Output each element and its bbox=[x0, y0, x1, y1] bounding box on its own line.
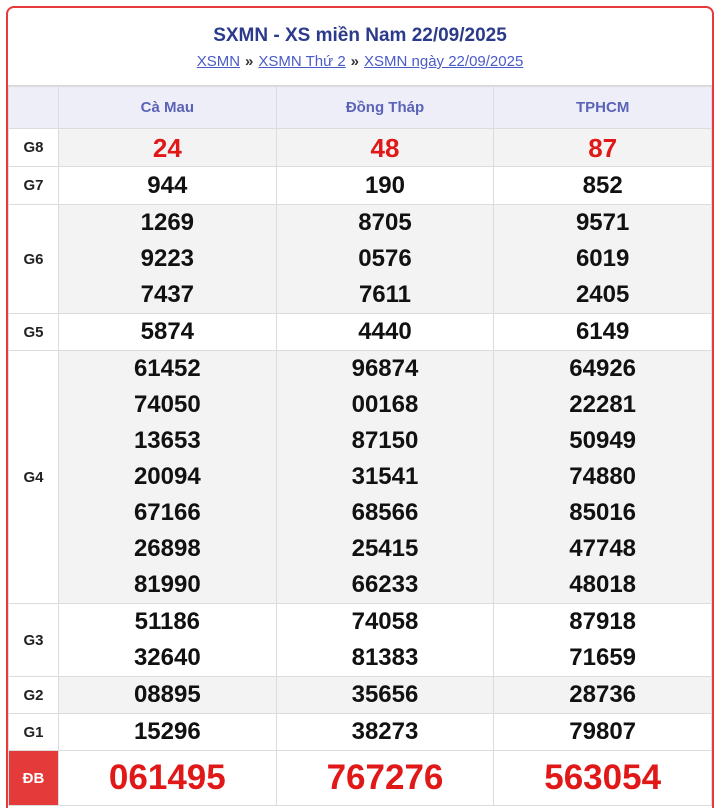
result-cell bbox=[494, 129, 712, 167]
result-cell bbox=[494, 351, 712, 604]
result-number: 50949 bbox=[569, 427, 637, 454]
result-number: 0576 bbox=[358, 245, 412, 272]
result-number: 6019 bbox=[575, 245, 630, 272]
result-number: 87 bbox=[588, 132, 618, 163]
result-number: 28736 bbox=[569, 681, 637, 708]
results-header bbox=[8, 8, 712, 86]
result-cell bbox=[494, 604, 712, 677]
result-number: 74058 bbox=[351, 608, 419, 635]
result-cell bbox=[494, 751, 712, 806]
breadcrumb bbox=[8, 52, 712, 72]
result-cell bbox=[494, 314, 712, 351]
result-cell bbox=[59, 167, 277, 205]
result-cell bbox=[276, 351, 494, 604]
province-header-ca-mau[interactable]: Cà Mau bbox=[59, 87, 277, 129]
result-number: 4440 bbox=[358, 318, 412, 345]
result-number: 67166 bbox=[133, 499, 201, 526]
province-header-dong-thap[interactable]: Đồng Tháp bbox=[276, 87, 494, 129]
breadcrumb-link-weekday[interactable]: XSMN Thứ 2 bbox=[258, 53, 346, 70]
result-number: 81383 bbox=[351, 644, 419, 671]
results-panel bbox=[6, 6, 714, 808]
breadcrumb-separator: » bbox=[350, 53, 360, 70]
result-number: 22281 bbox=[569, 391, 637, 418]
prize-label: G8 bbox=[9, 129, 59, 167]
result-number: 25415 bbox=[351, 535, 419, 562]
prize-row bbox=[9, 751, 712, 806]
result-number: 061495 bbox=[108, 758, 226, 797]
result-cell bbox=[276, 205, 494, 314]
result-cell bbox=[59, 604, 277, 677]
prize-row bbox=[9, 205, 712, 314]
result-number: 48018 bbox=[569, 571, 637, 598]
result-number: 31541 bbox=[351, 463, 419, 490]
result-number: 5874 bbox=[140, 318, 195, 345]
prize-row bbox=[9, 677, 712, 714]
prize-column-header bbox=[9, 87, 59, 129]
result-number: 71659 bbox=[569, 644, 637, 671]
breadcrumb-link-date[interactable]: XSMN ngày 22/09/2025 bbox=[364, 53, 524, 70]
result-number: 767276 bbox=[326, 758, 444, 797]
prize-row bbox=[9, 604, 712, 677]
province-header-tphcm[interactable]: TPHCM bbox=[494, 87, 712, 129]
result-number: 8705 bbox=[358, 209, 412, 236]
result-number: 7437 bbox=[140, 281, 195, 308]
result-cell bbox=[276, 167, 494, 205]
result-number: 96874 bbox=[351, 355, 419, 382]
prize-label: G5 bbox=[9, 314, 59, 351]
result-number: 190 bbox=[364, 171, 405, 199]
result-number: 87918 bbox=[569, 608, 637, 635]
result-number: 48 bbox=[370, 132, 400, 163]
result-number: 1269 bbox=[140, 209, 195, 236]
prize-row bbox=[9, 314, 712, 351]
result-number: 7611 bbox=[358, 281, 412, 308]
result-number: 79807 bbox=[569, 718, 637, 745]
prize-row bbox=[9, 129, 712, 167]
result-number: 852 bbox=[582, 171, 623, 199]
result-cell bbox=[276, 314, 494, 351]
result-number: 13653 bbox=[133, 427, 201, 454]
result-number: 68566 bbox=[351, 499, 419, 526]
result-number: 9223 bbox=[140, 245, 195, 272]
result-number: 64926 bbox=[569, 355, 637, 382]
result-number: 9571 bbox=[575, 209, 630, 236]
result-cell bbox=[59, 351, 277, 604]
breadcrumb-separator: » bbox=[245, 53, 254, 70]
result-cell bbox=[59, 751, 277, 806]
result-number: 38273 bbox=[351, 718, 419, 745]
result-cell bbox=[276, 604, 494, 677]
result-number: 26898 bbox=[133, 535, 201, 562]
result-cell bbox=[276, 677, 494, 714]
result-cell bbox=[276, 751, 494, 806]
result-cell bbox=[276, 714, 494, 751]
result-number: 00168 bbox=[351, 391, 419, 418]
result-number: 51186 bbox=[134, 608, 201, 635]
result-number: 15296 bbox=[133, 718, 201, 745]
prize-label: G2 bbox=[9, 677, 59, 714]
prize-row bbox=[9, 714, 712, 751]
prize-label: ĐB bbox=[9, 751, 59, 806]
result-number: 85016 bbox=[569, 499, 637, 526]
result-number: 74050 bbox=[133, 391, 201, 418]
result-number: 944 bbox=[147, 171, 188, 199]
prize-label: G1 bbox=[9, 714, 59, 751]
prize-row bbox=[9, 351, 712, 604]
result-number: 20094 bbox=[133, 463, 201, 490]
prize-label: G3 bbox=[9, 604, 59, 677]
result-number: 66233 bbox=[351, 571, 419, 598]
result-number: 87150 bbox=[351, 427, 419, 454]
result-number: 81990 bbox=[133, 571, 201, 598]
result-cell bbox=[276, 129, 494, 167]
result-number: 08895 bbox=[133, 681, 201, 708]
page-title: SXMN - XS miền Nam 22/09/2025 bbox=[213, 25, 507, 46]
breadcrumb-link-xsmn[interactable]: XSMN bbox=[196, 53, 241, 70]
result-cell bbox=[494, 167, 712, 205]
result-cell bbox=[494, 205, 712, 314]
result-cell bbox=[59, 205, 277, 314]
result-number: 2405 bbox=[575, 281, 630, 308]
result-cell bbox=[59, 677, 277, 714]
result-number: 24 bbox=[152, 132, 182, 163]
result-cell bbox=[59, 129, 277, 167]
result-cell bbox=[494, 677, 712, 714]
prize-label: G7 bbox=[9, 167, 59, 205]
result-number: 32640 bbox=[133, 644, 201, 671]
result-number: 47748 bbox=[569, 535, 637, 562]
result-cell bbox=[494, 714, 712, 751]
results-table bbox=[8, 86, 712, 806]
result-cell bbox=[59, 714, 277, 751]
prize-label: G6 bbox=[9, 205, 59, 314]
result-number: 74880 bbox=[569, 463, 637, 490]
result-number: 61452 bbox=[133, 355, 201, 382]
result-number: 6149 bbox=[575, 318, 630, 345]
result-number: 35656 bbox=[351, 681, 419, 708]
prize-row bbox=[9, 167, 712, 205]
result-number: 563054 bbox=[544, 758, 662, 797]
result-cell bbox=[59, 314, 277, 351]
prize-label: G4 bbox=[9, 351, 59, 604]
